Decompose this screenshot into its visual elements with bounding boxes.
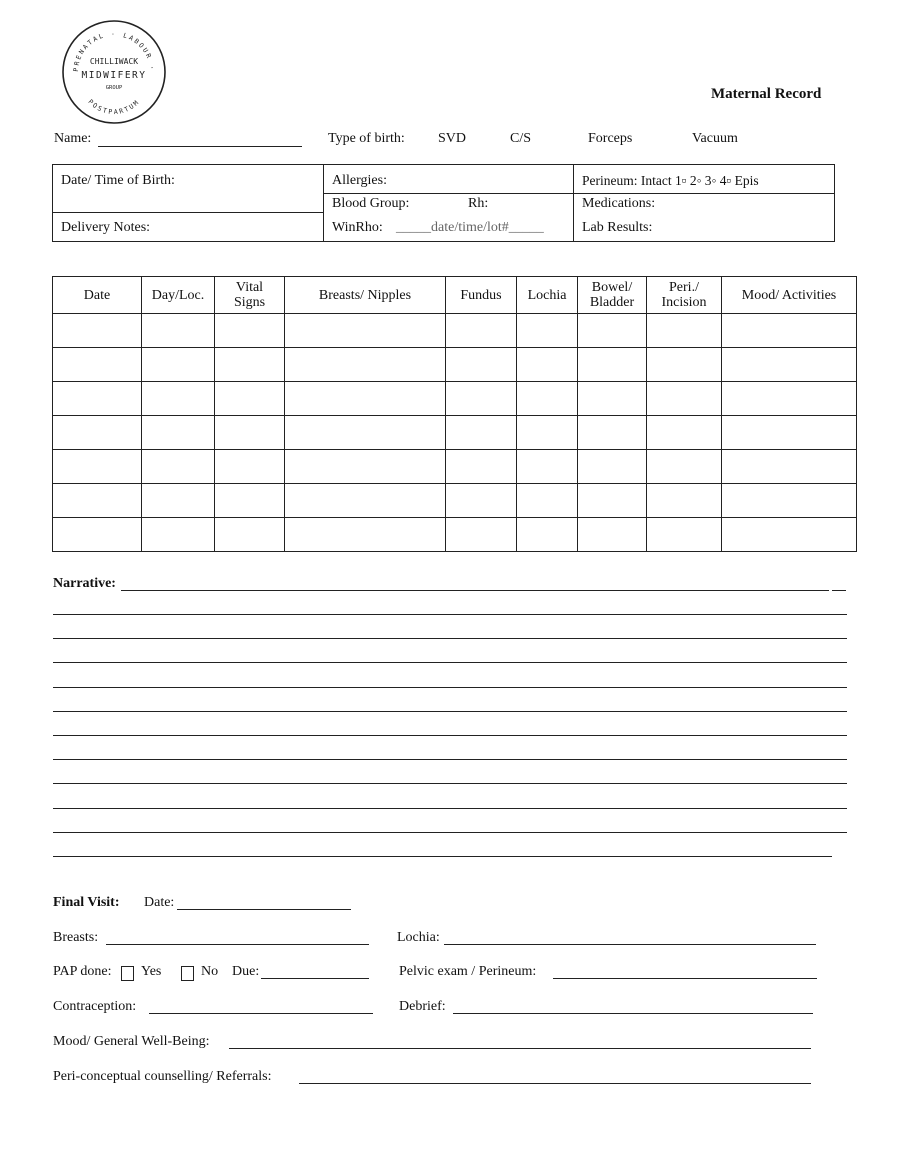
debrief-field[interactable] xyxy=(453,1013,813,1014)
contraception-field[interactable] xyxy=(149,1013,373,1014)
table-cell[interactable] xyxy=(517,314,578,348)
bowel-bladder-text: Bowel/ Bladder xyxy=(589,280,635,310)
narrative-line[interactable] xyxy=(53,832,847,833)
due-label: Due: xyxy=(232,964,260,979)
midwifery-group-logo xyxy=(60,18,168,126)
table-cell[interactable] xyxy=(53,382,142,416)
table-cell[interactable] xyxy=(53,348,142,382)
perineum-label[interactable]: Perineum: Intact 1▫ 2◦ 3◦ 4▫ Epis xyxy=(582,173,759,188)
logo-line2: MIDWIFERY xyxy=(81,70,147,81)
page-title: Maternal Record xyxy=(711,86,822,102)
table-cell[interactable] xyxy=(53,484,142,518)
rh-label[interactable]: Rh: xyxy=(468,196,489,211)
table-row xyxy=(53,416,857,450)
table-cell[interactable] xyxy=(517,382,578,416)
debrief-label: Debrief: xyxy=(399,999,446,1014)
due-field[interactable] xyxy=(261,978,369,979)
final-date-label: Date: xyxy=(144,895,175,910)
lochia-label: Lochia: xyxy=(397,930,440,945)
mood-wellbeing-field[interactable] xyxy=(229,1048,811,1049)
birth-info-box xyxy=(52,164,835,242)
narrative-line[interactable] xyxy=(53,759,847,760)
table-cell[interactable] xyxy=(578,450,647,484)
pelvic-exam-label: Pelvic exam / Perineum: xyxy=(399,964,537,979)
table-cell[interactable] xyxy=(578,314,647,348)
table-cell[interactable] xyxy=(142,382,215,416)
pap-yes-checkbox[interactable] xyxy=(121,966,134,981)
table-cell[interactable] xyxy=(142,484,215,518)
table-row xyxy=(53,518,857,552)
referrals-field[interactable] xyxy=(299,1083,811,1084)
narrative-line[interactable] xyxy=(53,687,847,688)
table-cell[interactable] xyxy=(517,450,578,484)
table-cell[interactable] xyxy=(647,518,722,552)
table-cell[interactable] xyxy=(285,416,446,450)
table-cell[interactable] xyxy=(578,484,647,518)
table-row xyxy=(53,314,857,348)
breasts-label: Breasts: xyxy=(53,930,99,945)
table-cell[interactable] xyxy=(285,382,446,416)
medications-label[interactable]: Medications: xyxy=(582,196,656,211)
divider xyxy=(573,165,574,241)
peri-incision-text: Peri./ Incision xyxy=(661,280,707,310)
name-label: Name: xyxy=(54,131,92,146)
divider xyxy=(323,165,324,241)
table-cell[interactable] xyxy=(722,314,857,348)
narrative-line[interactable] xyxy=(53,808,847,809)
table-cell[interactable] xyxy=(215,382,285,416)
table-cell[interactable] xyxy=(578,382,647,416)
divider xyxy=(573,193,835,194)
table-cell[interactable] xyxy=(285,348,446,382)
logo-ring-top: PRENATAL · LABOUR · xyxy=(71,30,157,73)
column-header-day-loc: Day/Loc. xyxy=(142,277,215,314)
table-cell[interactable] xyxy=(285,518,446,552)
table-cell[interactable] xyxy=(517,416,578,450)
table-cell[interactable] xyxy=(53,518,142,552)
table-cell[interactable] xyxy=(446,484,517,518)
table-cell[interactable] xyxy=(142,416,215,450)
table-cell[interactable] xyxy=(722,416,857,450)
table-cell[interactable] xyxy=(722,518,857,552)
date-time-of-birth-label[interactable]: Date/ Time of Birth: xyxy=(61,173,175,188)
table-cell[interactable] xyxy=(517,484,578,518)
birth-type-vacuum[interactable]: Vacuum xyxy=(692,131,738,146)
lab-results-label[interactable]: Lab Results: xyxy=(582,220,653,235)
table-cell[interactable] xyxy=(647,382,722,416)
table-cell[interactable] xyxy=(215,314,285,348)
pap-yes-label: Yes xyxy=(141,964,162,979)
mood-wellbeing-label: Mood/ General Well-Being: xyxy=(53,1034,210,1049)
table-cell[interactable] xyxy=(578,416,647,450)
narrative-line[interactable] xyxy=(53,614,847,615)
table-cell[interactable] xyxy=(647,348,722,382)
winrho-field[interactable]: _____date/time/lot#_____ xyxy=(396,220,544,235)
table-cell[interactable] xyxy=(142,348,215,382)
column-header-breasts-nipples: Breasts/ Nipples xyxy=(285,277,446,314)
column-header-fundus: Fundus xyxy=(446,277,517,314)
daily-record-table xyxy=(52,276,857,552)
table-cell[interactable] xyxy=(215,518,285,552)
table-cell[interactable] xyxy=(142,450,215,484)
table-cell[interactable] xyxy=(142,518,215,552)
table-cell[interactable] xyxy=(446,416,517,450)
pelvic-exam-field[interactable] xyxy=(553,978,817,979)
referrals-label: Peri-conceptual counselling/ Referrals: xyxy=(53,1069,272,1084)
column-header-bowel-bladder xyxy=(578,277,647,314)
table-cell[interactable] xyxy=(215,416,285,450)
table-cell[interactable] xyxy=(722,484,857,518)
column-header-peri-incision xyxy=(647,277,722,314)
table-cell[interactable] xyxy=(285,314,446,348)
table-cell[interactable] xyxy=(215,450,285,484)
birth-type-forceps[interactable]: Forceps xyxy=(588,131,633,146)
final-visit-label: Final Visit: xyxy=(53,895,120,910)
narrative-line[interactable] xyxy=(53,735,847,736)
type-of-birth-label: Type of birth: xyxy=(328,131,405,146)
name-field[interactable] xyxy=(98,146,302,147)
table-cell[interactable] xyxy=(53,314,142,348)
divider xyxy=(323,193,573,194)
logo-ring-bottom: POSTPARTUM xyxy=(86,97,142,117)
narrative-line[interactable] xyxy=(832,590,846,591)
narrative-line[interactable] xyxy=(53,638,847,639)
final-date-field[interactable] xyxy=(177,909,351,910)
table-cell[interactable] xyxy=(446,314,517,348)
table-cell[interactable] xyxy=(53,416,142,450)
lochia-field[interactable] xyxy=(444,944,816,945)
column-header-vital-signs xyxy=(215,277,285,314)
table-cell[interactable] xyxy=(215,484,285,518)
pap-no-checkbox[interactable] xyxy=(181,966,194,981)
table-cell[interactable] xyxy=(446,518,517,552)
narrative-line[interactable] xyxy=(53,856,832,857)
pap-done-label: PAP done: xyxy=(53,964,112,979)
table-cell[interactable] xyxy=(722,348,857,382)
winrho-label[interactable]: WinRho: xyxy=(332,220,383,235)
table-cell[interactable] xyxy=(722,450,857,484)
table-cell[interactable] xyxy=(285,484,446,518)
contraception-label: Contraception: xyxy=(53,999,137,1014)
narrative-label: Narrative: xyxy=(53,576,116,591)
table-cell[interactable] xyxy=(142,314,215,348)
table-cell[interactable] xyxy=(53,450,142,484)
narrative-line[interactable] xyxy=(53,662,847,663)
divider xyxy=(53,212,323,213)
table-row xyxy=(53,382,857,416)
table-cell[interactable] xyxy=(446,382,517,416)
table-cell[interactable] xyxy=(647,416,722,450)
table-cell[interactable] xyxy=(647,450,722,484)
column-header-lochia: Lochia xyxy=(517,277,578,314)
table-header-row xyxy=(53,277,857,314)
table-cell[interactable] xyxy=(578,518,647,552)
vital-signs-text: Vital Signs xyxy=(233,280,266,310)
breasts-field[interactable] xyxy=(106,944,369,945)
column-header-mood-activities: Mood/ Activities xyxy=(722,277,857,314)
table-cell[interactable] xyxy=(446,348,517,382)
table-cell[interactable] xyxy=(722,382,857,416)
svg-text:POSTPARTUM xyxy=(86,98,141,116)
blood-group-label[interactable]: Blood Group: xyxy=(332,196,410,211)
logo-line1: CHILLIWACK xyxy=(89,57,139,66)
birth-type-cs[interactable]: C/S xyxy=(510,131,532,146)
table-row xyxy=(53,484,857,518)
table-cell[interactable] xyxy=(578,348,647,382)
table-cell[interactable] xyxy=(215,348,285,382)
table-cell[interactable] xyxy=(517,518,578,552)
narrative-line[interactable] xyxy=(53,783,847,784)
birth-type-svd[interactable]: SVD xyxy=(438,131,467,146)
table-cell[interactable] xyxy=(446,450,517,484)
column-header-date: Date xyxy=(53,277,142,314)
table-cell[interactable] xyxy=(647,314,722,348)
narrative-line[interactable] xyxy=(53,711,847,712)
table-row xyxy=(53,450,857,484)
table-cell[interactable] xyxy=(647,484,722,518)
narrative-line[interactable] xyxy=(121,590,829,591)
table-row xyxy=(53,348,857,382)
allergies-label[interactable]: Allergies: xyxy=(332,173,387,188)
logo-line3: GROUP xyxy=(105,85,123,91)
pap-no-label: No xyxy=(201,964,219,979)
table-cell[interactable] xyxy=(517,348,578,382)
delivery-notes-label[interactable]: Delivery Notes: xyxy=(61,220,151,235)
table-cell[interactable] xyxy=(285,450,446,484)
